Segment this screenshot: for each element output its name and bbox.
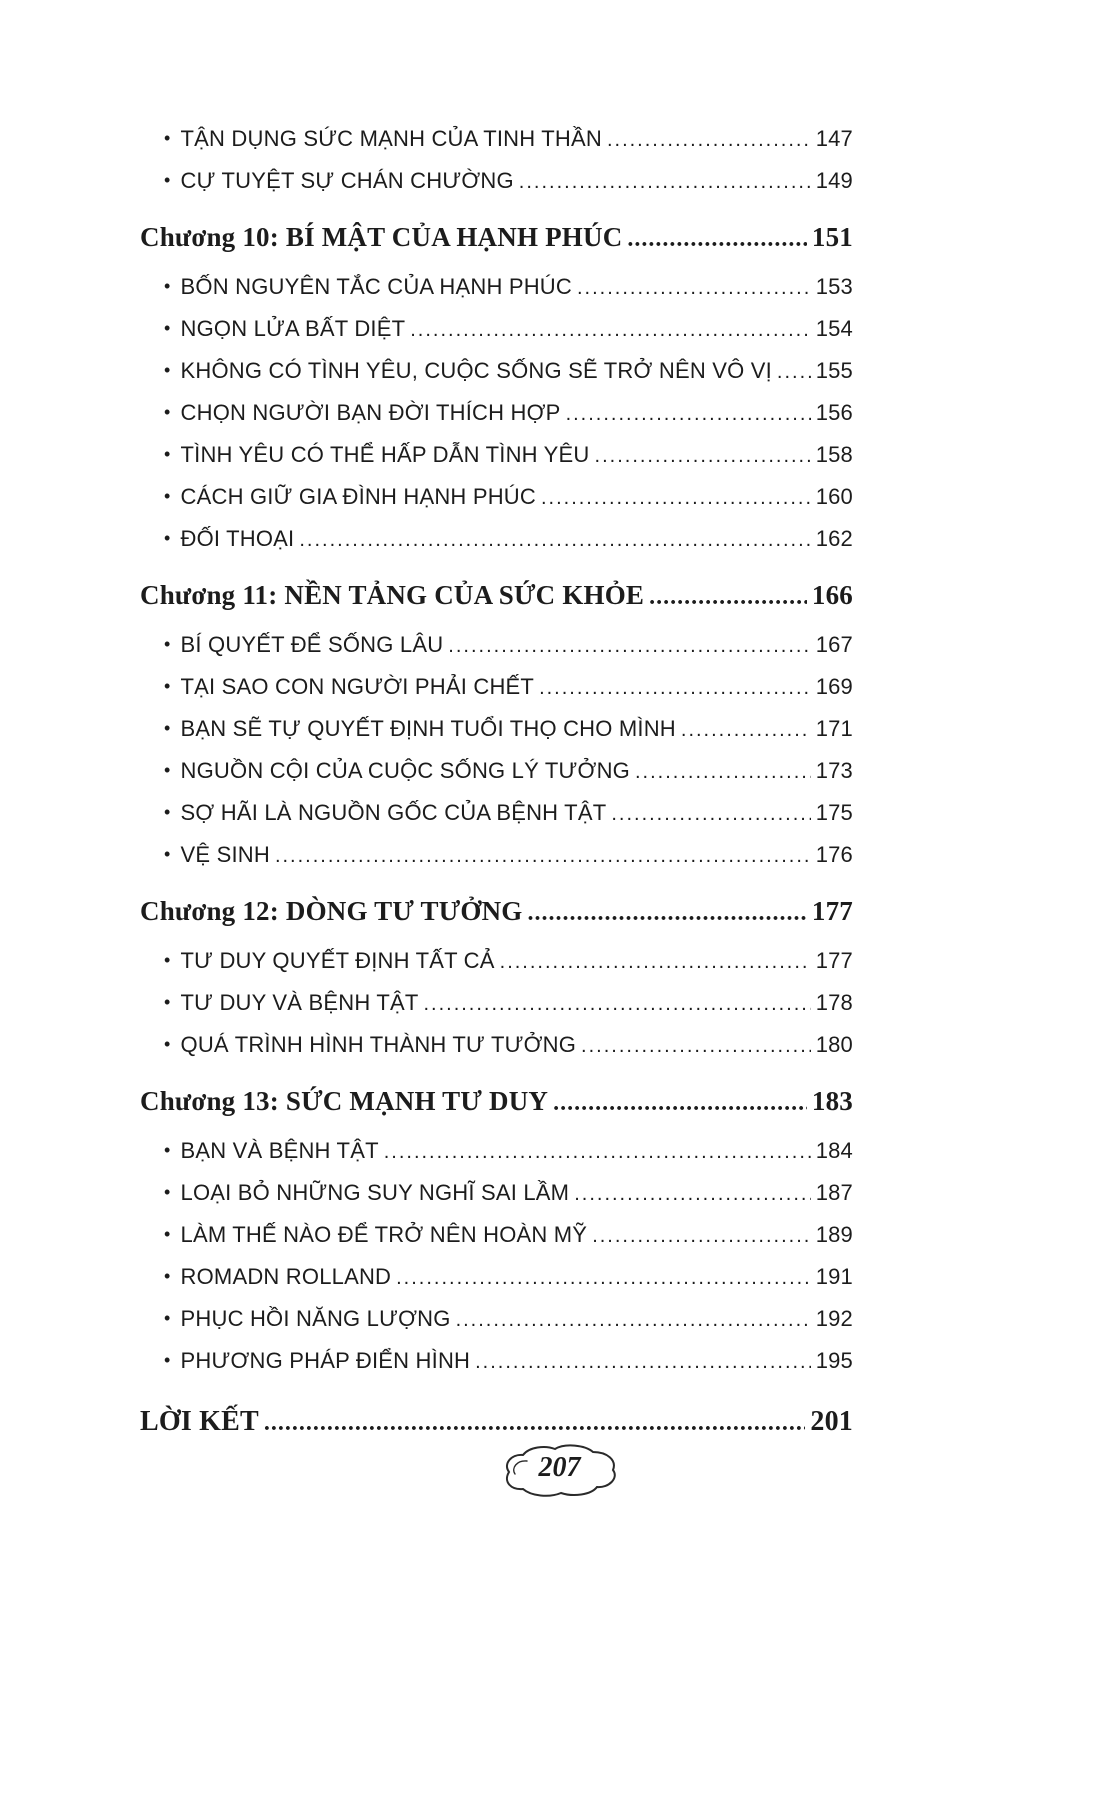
toc-item — [140, 632, 853, 674]
dot-leader — [777, 358, 811, 384]
entry-page-number: 201 — [810, 1406, 853, 1437]
entry-page-number: 183 — [811, 1086, 853, 1116]
toc-item — [140, 358, 853, 400]
bullet-icon: • — [164, 402, 171, 422]
toc-item — [140, 1348, 853, 1390]
entry-label: Chương 10: BÍ MẬT CỦA HẠNH PHÚC — [140, 222, 623, 252]
entry-page-number: 176 — [815, 842, 853, 867]
entry-label: KHÔNG CÓ TÌNH YÊU, CUỘC SỐNG SẼ TRỞ NÊN VÔ VỊ — [180, 358, 772, 383]
dot-leader — [423, 990, 810, 1016]
toc-item — [140, 758, 853, 800]
entry-page-number: 154 — [815, 316, 853, 341]
bullet-icon: • — [164, 718, 171, 738]
toc-item — [140, 484, 853, 526]
dot-leader — [410, 316, 810, 342]
bullet-icon: • — [164, 360, 171, 380]
toc-item — [140, 400, 853, 442]
dot-leader — [592, 1222, 811, 1248]
entry-label: PHƯƠNG PHÁP ĐIỂN HÌNH — [180, 1348, 471, 1373]
dot-leader — [275, 842, 811, 868]
dot-leader — [456, 1306, 811, 1332]
dot-leader — [500, 948, 811, 974]
dot-leader — [396, 1264, 811, 1290]
footer-page-number: 207 — [538, 1452, 581, 1483]
entry-page-number: 171 — [815, 716, 853, 741]
toc-item — [140, 1180, 853, 1222]
dot-leader — [577, 274, 811, 300]
dot-leader — [264, 1406, 806, 1438]
toc-item — [140, 274, 853, 316]
bullet-icon: • — [164, 992, 171, 1012]
entry-label: TƯ DUY QUYẾT ĐỊNH TẤT CẢ — [180, 948, 495, 973]
toc-item — [140, 1306, 853, 1348]
entry-page-number: 191 — [815, 1264, 853, 1289]
toc-item — [140, 126, 853, 168]
dot-leader — [299, 526, 810, 552]
bullet-icon: • — [164, 486, 171, 506]
bullet-icon: • — [164, 634, 171, 654]
dot-leader — [607, 126, 811, 152]
dot-leader — [649, 580, 807, 611]
dot-leader — [541, 484, 811, 510]
entry-label: VỆ SINH — [180, 842, 270, 867]
dot-leader — [681, 716, 811, 742]
entry-page-number: 149 — [815, 168, 853, 193]
entry-label: SỢ HÃI LÀ NGUỒN GỐC CỦA BỆNH TẬT — [180, 800, 607, 825]
toc-item — [140, 716, 853, 758]
bullet-icon: • — [164, 802, 171, 822]
toc-item — [140, 316, 853, 358]
bullet-icon: • — [164, 1182, 171, 1202]
entry-page-number: 153 — [815, 274, 853, 299]
entry-page-number: 151 — [811, 222, 853, 252]
bullet-icon: • — [164, 760, 171, 780]
toc-item — [140, 1032, 853, 1074]
toc-item — [140, 1222, 853, 1264]
dot-leader — [384, 1138, 811, 1164]
entry-page-number: 175 — [815, 800, 853, 825]
bullet-icon: • — [164, 444, 171, 464]
entry-label: BỐN NGUYÊN TẮC CỦA HẠNH PHÚC — [180, 274, 572, 299]
entry-page-number: 156 — [815, 400, 853, 425]
bullet-icon: • — [164, 318, 171, 338]
bullet-icon: • — [164, 1308, 171, 1328]
toc-chapter — [140, 222, 853, 272]
entry-label: LỜI KẾT — [140, 1406, 259, 1437]
entry-label: NGỌN LỬA BẤT DIỆT — [180, 316, 406, 341]
bullet-icon: • — [164, 1350, 171, 1370]
dot-leader — [553, 1086, 807, 1117]
entry-label: ROMADN ROLLAND — [180, 1264, 392, 1289]
entry-page-number: 187 — [815, 1180, 853, 1205]
entry-label: ĐỐI THOẠI — [180, 526, 295, 551]
entry-label: BẠN VÀ BỆNH TẬT — [180, 1138, 379, 1163]
bullet-icon: • — [164, 950, 171, 970]
toc-item — [140, 442, 853, 484]
bullet-icon: • — [164, 676, 171, 696]
entry-label: QUÁ TRÌNH HÌNH THÀNH TƯ TƯỞNG — [180, 1032, 577, 1057]
dot-leader — [539, 674, 811, 700]
bullet-icon: • — [164, 1140, 171, 1160]
dot-leader — [595, 442, 811, 468]
toc-item — [140, 990, 853, 1032]
entry-page-number: 158 — [815, 442, 853, 467]
entry-label: LOẠI BỎ NHỮNG SUY NGHĨ SAI LẦM — [180, 1180, 570, 1205]
entry-page-number: 166 — [811, 580, 853, 610]
toc-item — [140, 842, 853, 884]
dot-leader — [566, 400, 811, 426]
bullet-icon: • — [164, 1266, 171, 1286]
entry-page-number: 184 — [815, 1138, 853, 1163]
toc-chapter — [140, 580, 853, 630]
toc-item — [140, 1138, 853, 1180]
toc-list — [140, 126, 853, 1458]
entry-page-number: 169 — [815, 674, 853, 699]
toc-item — [140, 800, 853, 842]
entry-label: Chương 13: SỨC MẠNH TƯ DUY — [140, 1086, 549, 1116]
entry-label: PHỤC HỒI NĂNG LƯỢNG — [180, 1306, 451, 1331]
dot-leader — [448, 632, 810, 658]
entry-page-number: 173 — [815, 758, 853, 783]
entry-page-number: 147 — [815, 126, 853, 151]
toc-item — [140, 168, 853, 210]
dot-leader — [581, 1032, 811, 1058]
bullet-icon: • — [164, 128, 171, 148]
entry-label: Chương 11: NỀN TẢNG CỦA SỨC KHỎE — [140, 580, 645, 610]
toc-item — [140, 1264, 853, 1306]
bullet-icon: • — [164, 844, 171, 864]
entry-page-number: 192 — [815, 1306, 853, 1331]
bullet-icon: • — [164, 170, 171, 190]
entry-label: NGUỒN CỘI CỦA CUỘC SỐNG LÝ TƯỞNG — [180, 758, 630, 783]
entry-label: Chương 12: DÒNG TƯ TƯỞNG — [140, 896, 523, 926]
toc-chapter — [140, 1086, 853, 1136]
dot-leader — [528, 896, 807, 927]
bullet-icon: • — [164, 1224, 171, 1244]
entry-page-number: 155 — [815, 358, 853, 383]
entry-label: BÍ QUYẾT ĐỂ SỐNG LÂU — [180, 632, 444, 657]
dot-leader — [519, 168, 811, 194]
entry-label: TẠI SAO CON NGƯỜI PHẢI CHẾT — [180, 674, 535, 699]
bullet-icon: • — [164, 276, 171, 296]
entry-label: TƯ DUY VÀ BỆNH TẬT — [180, 990, 419, 1015]
entry-page-number: 178 — [815, 990, 853, 1015]
entry-label: TẬN DỤNG SỨC MẠNH CỦA TINH THẦN — [180, 126, 602, 151]
entry-page-number: 167 — [815, 632, 853, 657]
toc-item — [140, 948, 853, 990]
dot-leader — [627, 222, 806, 253]
entry-label: BẠN SẼ TỰ QUYẾT ĐỊNH TUỔI THỌ CHO MÌNH — [180, 716, 676, 741]
dot-leader — [574, 1180, 810, 1206]
toc-item — [140, 526, 853, 568]
cloud-doodle — [495, 1438, 625, 1502]
entry-label: CHỌN NGƯỜI BẠN ĐỜI THÍCH HỢP — [180, 400, 561, 425]
entry-label: CỰ TUYỆT SỰ CHÁN CHƯỜNG — [180, 168, 514, 193]
entry-page-number: 195 — [815, 1348, 853, 1373]
entry-label: CÁCH GIỮ GIA ĐÌNH HẠNH PHÚC — [180, 484, 536, 509]
entry-page-number: 162 — [815, 526, 853, 551]
entry-label: LÀM THẾ NÀO ĐỂ TRỞ NÊN HOÀN MỸ — [180, 1222, 588, 1247]
bullet-icon: • — [164, 1034, 171, 1054]
entry-page-number: 177 — [815, 948, 853, 973]
toc-item — [140, 674, 853, 716]
dot-leader — [635, 758, 811, 784]
entry-label: TÌNH YÊU CÓ THỂ HẤP DẪN TÌNH YÊU — [180, 442, 590, 467]
bullet-icon: • — [164, 528, 171, 548]
dot-leader — [475, 1348, 811, 1374]
dot-leader — [611, 800, 810, 826]
footer-ornament — [0, 1438, 1119, 1502]
entry-page-number: 180 — [815, 1032, 853, 1057]
toc-chapter — [140, 896, 853, 946]
entry-page-number: 160 — [815, 484, 853, 509]
entry-page-number: 177 — [811, 896, 853, 926]
entry-page-number: 189 — [815, 1222, 853, 1247]
